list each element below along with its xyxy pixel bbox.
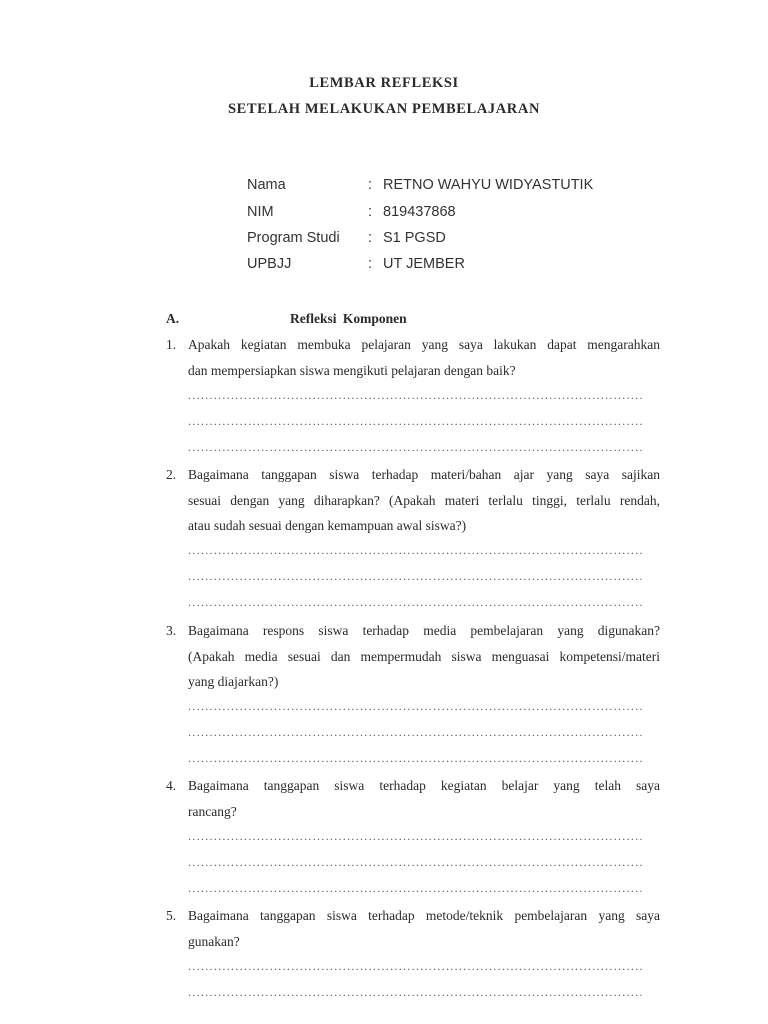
info-value: RETNO WAHYU WIDYASTUTIK xyxy=(383,177,594,193)
info-value: UT JEMBER xyxy=(383,256,465,272)
section-title: Refleksi Komponen xyxy=(290,311,407,326)
question-line: yang diajarkan?) xyxy=(188,674,279,689)
info-colon: : xyxy=(368,177,373,193)
answer-line[interactable]: .......................................................................................................... xyxy=(188,725,644,739)
question-number: 3. xyxy=(166,623,177,638)
answer-line[interactable]: .......................................................................................................... xyxy=(188,440,644,454)
question-number: 4. xyxy=(166,778,177,793)
answer-line[interactable]: .......................................................................................................... xyxy=(188,543,644,557)
answer-line[interactable]: .......................................................................................................... xyxy=(188,829,644,843)
question-line: rancang? xyxy=(188,804,237,819)
info-label: UPBJJ xyxy=(247,256,292,272)
answer-line[interactable]: .......................................................................................................... xyxy=(188,388,644,402)
question-line: dan mempersiapkan siswa mengikuti pelajaran dengan baik? xyxy=(188,363,516,378)
answer-line[interactable]: .......................................................................................................... xyxy=(188,414,644,428)
question-number: 1. xyxy=(166,337,177,352)
document-subtitle: SETELAH MELAKUKAN PEMBELAJARAN xyxy=(227,101,541,117)
info-label: Nama xyxy=(247,177,286,193)
section-letter: A. xyxy=(166,311,180,326)
question-line: Bagaimana tanggapan siswa terhadap metode/teknik pembelajaran yang saya xyxy=(188,908,660,923)
answer-line[interactable]: .......................................................................................................... xyxy=(188,569,644,583)
info-colon: : xyxy=(368,204,373,220)
question-number: 5. xyxy=(166,908,177,923)
question-line: (Apakah media sesuai dan mempermudah siswa menguasai kompetensi/materi xyxy=(188,649,660,664)
answer-line[interactable]: .......................................................................................................... xyxy=(188,751,644,765)
answer-line[interactable]: .......................................................................................................... xyxy=(188,985,644,999)
question-line: Bagaimana respons siswa terhadap media pembelajaran yang digunakan? xyxy=(188,623,660,638)
question-line: sesuai dengan yang diharapkan? (Apakah materi terlalu tinggi, terlalu rendah, xyxy=(188,493,660,508)
question-number: 2. xyxy=(166,467,177,482)
info-value: S1 PGSD xyxy=(383,230,446,246)
answer-line[interactable]: .......................................................................................................... xyxy=(188,855,644,869)
info-label: Program Studi xyxy=(247,230,340,246)
answer-line[interactable]: .......................................................................................................... xyxy=(188,699,644,713)
question-line: Bagaimana tanggapan siswa terhadap materi/bahan ajar yang saya sajikan xyxy=(188,467,660,482)
answer-line[interactable]: .......................................................................................................... xyxy=(188,881,644,895)
question-line: Apakah kegiatan membuka pelajaran yang saya lakukan dapat mengarahkan xyxy=(188,337,660,352)
answer-line[interactable]: .......................................................................................................... xyxy=(188,595,644,609)
info-label: NIM xyxy=(247,204,274,220)
info-colon: : xyxy=(368,256,373,272)
document-title: LEMBAR REFLEKSI xyxy=(309,75,459,91)
info-value: 819437868 xyxy=(383,204,456,220)
answer-line[interactable]: .......................................................................................................... xyxy=(188,959,644,973)
info-colon: : xyxy=(368,230,373,246)
question-line: atau sudah sesuai dengan kemampuan awal siswa?) xyxy=(188,518,467,533)
question-line: Bagaimana tanggapan siswa terhadap kegiatan belajar yang telah saya xyxy=(188,778,660,793)
question-line: gunakan? xyxy=(188,934,240,949)
